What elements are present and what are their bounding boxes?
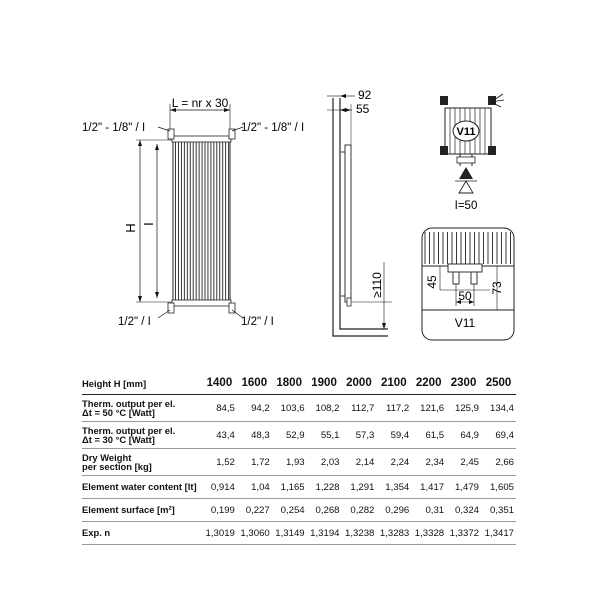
table-cell: 1,354	[376, 476, 411, 499]
conn-bottom-left-label: 1/2" / I	[118, 316, 151, 328]
table-cell: 1,3194	[307, 522, 342, 545]
table-row	[82, 476, 516, 499]
table-cell: 1,605	[481, 476, 516, 499]
height-col: 2500	[481, 372, 516, 395]
row-label-line-2: Δt = 30 °C [Watt]	[82, 434, 155, 445]
plan-schematic	[440, 94, 504, 212]
table-cell: 1,04	[237, 476, 272, 499]
height-col: 2000	[342, 372, 377, 395]
detail-dim-45: 45	[425, 275, 439, 289]
table-cell: 125,9	[446, 395, 481, 422]
table-cell: 43,4	[202, 422, 237, 449]
table-cell: 1,3417	[481, 522, 516, 545]
row-label-line-1: Dry Weight	[82, 451, 132, 463]
height-col: 1600	[237, 372, 272, 395]
dim-55: 55	[356, 102, 370, 116]
row-label-line-1: Exp. n	[82, 527, 111, 539]
height-col: 1400	[202, 372, 237, 395]
table-cell: 112,7	[342, 395, 377, 422]
table-cell: 1,417	[411, 476, 446, 499]
table-cell: 2,66	[481, 449, 516, 476]
height-col: 1800	[272, 372, 307, 395]
table-cell: 1,3060	[237, 522, 272, 545]
table-cell: 64,9	[446, 422, 481, 449]
conn-bottom-right-label: 1/2" / I	[241, 316, 274, 328]
dim-110: ≥110	[370, 272, 384, 298]
table-cell: 121,6	[411, 395, 446, 422]
table-cell: 1,93	[272, 449, 307, 476]
row-label	[82, 449, 202, 476]
row-label-line-2: Δt = 50 °C [Watt]	[82, 407, 155, 418]
table-cell: 1,291	[342, 476, 377, 499]
table-row	[82, 422, 516, 449]
table-cell: 1,3372	[446, 522, 481, 545]
row-label	[82, 522, 202, 545]
row-label	[82, 395, 202, 422]
table-cell: 1,479	[446, 476, 481, 499]
table-cell: 134,4	[481, 395, 516, 422]
table-cell: 108,2	[307, 395, 342, 422]
table-cell: 48,3	[237, 422, 272, 449]
header-label: Height H [mm]	[82, 372, 202, 395]
table-cell: 0,282	[342, 499, 377, 522]
table-cell: 2,03	[307, 449, 342, 476]
table-cell: 1,3149	[272, 522, 307, 545]
table-cell: 1,3238	[342, 522, 377, 545]
table-cell: 0,199	[202, 499, 237, 522]
table-cell: 1,228	[307, 476, 342, 499]
table-row	[82, 449, 516, 476]
width-label: L = nr x 30	[171, 96, 229, 110]
table-cell: 2,45	[446, 449, 481, 476]
table-cell: 2,24	[376, 449, 411, 476]
detail-dim-50: 50	[458, 289, 472, 303]
plan-dim-i50: I=50	[454, 200, 478, 212]
row-label-line-2: per section [kg]	[82, 461, 152, 472]
spec-table	[82, 372, 516, 545]
height-col: 1900	[307, 372, 342, 395]
row-label	[82, 499, 202, 522]
table-cell: 1,3283	[376, 522, 411, 545]
row-label-line-1: Therm. output per el.	[82, 397, 176, 409]
table-cell: 1,3328	[411, 522, 446, 545]
table-cell: 61,5	[411, 422, 446, 449]
conn-top-right-label: 1/2" - 1/8" / I	[241, 122, 305, 134]
height-col: 2300	[446, 372, 481, 395]
table-cell: 0,227	[237, 499, 272, 522]
height-label-h: H	[123, 223, 138, 233]
table-cell: 0,254	[272, 499, 307, 522]
table-cell: 0,324	[446, 499, 481, 522]
table-cell: 2,34	[411, 449, 446, 476]
row-label-line-1: Element water content [lt]	[82, 481, 197, 493]
table-cell: 103,6	[272, 395, 307, 422]
table-cell: 52,9	[272, 422, 307, 449]
front-view	[82, 96, 304, 328]
table-row	[82, 499, 516, 522]
table-cell: 59,4	[376, 422, 411, 449]
table-cell: 84,5	[202, 395, 237, 422]
row-label	[82, 476, 202, 499]
table-cell: 0,31	[411, 499, 446, 522]
table-cell: 0,914	[202, 476, 237, 499]
row-label-line-1: Therm. output per el.	[82, 424, 176, 436]
table-cell: 57,3	[342, 422, 377, 449]
table-header-row	[82, 372, 516, 395]
table-cell: 1,72	[237, 449, 272, 476]
table-cell: 0,351	[481, 499, 516, 522]
height-col: 2200	[411, 372, 446, 395]
side-view	[327, 88, 392, 336]
table-cell: 1,3019	[202, 522, 237, 545]
height-label-i: I	[141, 222, 156, 226]
table-cell: 1,52	[202, 449, 237, 476]
conn-top-left-label: 1/2" - 1/8" / I	[82, 122, 146, 134]
row-label	[82, 422, 202, 449]
table-cell: 0,268	[307, 499, 342, 522]
plan-badge: V11	[456, 126, 476, 138]
table-cell: 2,14	[342, 449, 377, 476]
height-col: 2100	[376, 372, 411, 395]
row-label-line-1: Element surface [m²]	[82, 504, 175, 516]
table-row	[82, 395, 516, 422]
table-cell: 0,296	[376, 499, 411, 522]
dim-92: 92	[358, 88, 372, 102]
table-row	[82, 522, 516, 545]
detail-badge: V11	[454, 316, 476, 330]
table-cell: 94,2	[237, 395, 272, 422]
table-cell: 1,165	[272, 476, 307, 499]
connection-detail	[422, 228, 514, 340]
table-cell: 69,4	[481, 422, 516, 449]
table-cell: 55,1	[307, 422, 342, 449]
detail-dim-73: 73	[490, 281, 504, 295]
table-cell: 117,2	[376, 395, 411, 422]
